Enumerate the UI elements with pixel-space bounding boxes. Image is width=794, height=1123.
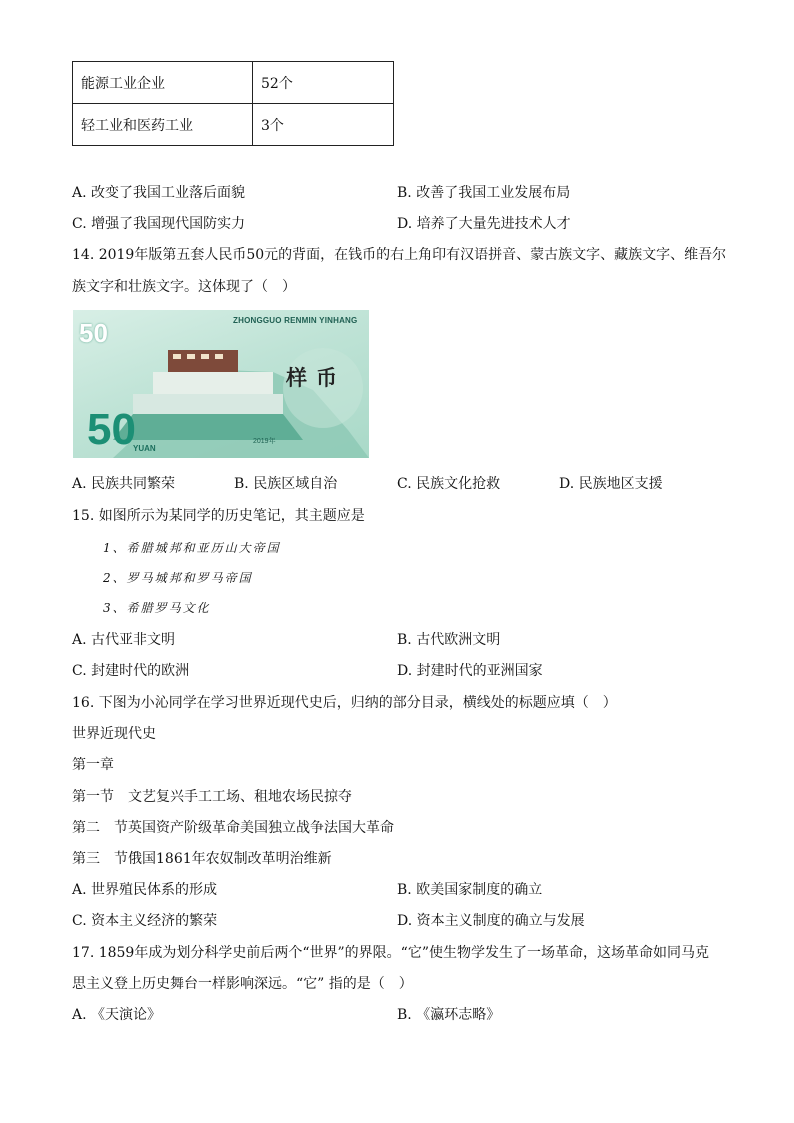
q17-option-b: B. 《瀛环志略》	[397, 1007, 501, 1023]
q16-option-b: B. 欧美国家制度的确立	[397, 882, 543, 898]
q13-option-c: C. 增强了我国现代国防实力	[72, 216, 246, 232]
q15-stem: 15. 如图所示为某同学的历史笔记，其主题应是	[72, 508, 365, 524]
table-row	[73, 62, 394, 104]
q16-option-d: D. 资本主义制度的确立与发展	[397, 913, 585, 929]
q16-outline-section3: 第三 节俄国1861年农奴制改革明治维新	[72, 851, 332, 867]
banknote-value-small: 50	[79, 318, 108, 348]
banknote-value-big: 50	[87, 405, 136, 454]
table-cell-value: 52个	[253, 62, 394, 104]
q15-option-a: A. 古代亚非文明	[72, 632, 176, 648]
q16-outline-chapter: 第一章	[72, 757, 114, 773]
banknote-image	[73, 310, 369, 458]
q14-option-d: D. 民族地区支援	[559, 476, 663, 492]
q15-option-b: B. 古代欧洲文明	[397, 632, 501, 648]
q15-note-1: 1、希腊城邦和亚历山大帝国	[103, 541, 281, 555]
banknote-unit: YUAN	[133, 444, 156, 453]
q16-option-a: A. 世界殖民体系的形成	[72, 882, 218, 898]
q17-option-a: A. 《天演论》	[72, 1007, 162, 1023]
q14-option-c: C. 民族文化抢救	[397, 476, 501, 492]
q15-note-2: 2、罗马城邦和罗马帝国	[103, 571, 253, 585]
banknote-year: 2019年	[253, 438, 276, 445]
q13-option-a: A. 改变了我国工业落后面貌	[72, 185, 246, 201]
q16-outline-section1: 第一节 文艺复兴手工工场、租地农场民掠夺	[72, 789, 352, 805]
q14-stem-line1: 14. 2019年版第五套人民币50元的背面，在钱币的右上角印有汉语拼音、蒙古族文字、藏族文字、维吾尔	[72, 247, 727, 263]
q17-stem-line1: 17. 1859年成为划分科学史前后两个“世界”的界限。“它”使生物学发生了一场革命，这场革命如同马克	[72, 945, 709, 961]
q14-stem-line2: 族文字和壮族文字。这体现了（ ）	[72, 279, 296, 295]
q15-option-d: D. 封建时代的亚洲国家	[397, 663, 543, 679]
table-cell-label: 轻工业和医药工业	[73, 104, 253, 146]
table-cell-label: 能源工业企业	[73, 62, 253, 104]
q14-option-a: A. 民族共同繁荣	[72, 476, 176, 492]
q15-note-3: 3、希腊罗马文化	[103, 601, 211, 615]
q16-outline-section2: 第二 节英国资产阶级革命美国独立战争法国大革命	[72, 820, 394, 836]
q14-option-b: B. 民族区域自治	[234, 476, 338, 492]
banknote-sample-stamp: 样币	[286, 365, 346, 390]
q17-stem-line2: 思主义登上历史舞台一样影响深远。“它” 指的是（ ）	[72, 976, 413, 992]
q16-outline-title: 世界近现代史	[72, 726, 156, 742]
q16-option-c: C. 资本主义经济的繁荣	[72, 913, 218, 929]
banknote-pinyin: ZHONGGUO RENMIN YINHANG	[233, 316, 358, 325]
industry-table	[72, 61, 394, 146]
table-row	[73, 104, 394, 146]
table-cell-value: 3个	[253, 104, 394, 146]
q16-stem: 16. 下图为小沁同学在学习世界近现代史后，归纳的部分目录，横线处的标题应填（ ）	[72, 695, 617, 711]
q13-option-d: D. 培养了大量先进技术人才	[397, 216, 571, 232]
q15-option-c: C. 封建时代的欧洲	[72, 663, 190, 679]
q13-option-b: B. 改善了我国工业发展布局	[397, 185, 571, 201]
